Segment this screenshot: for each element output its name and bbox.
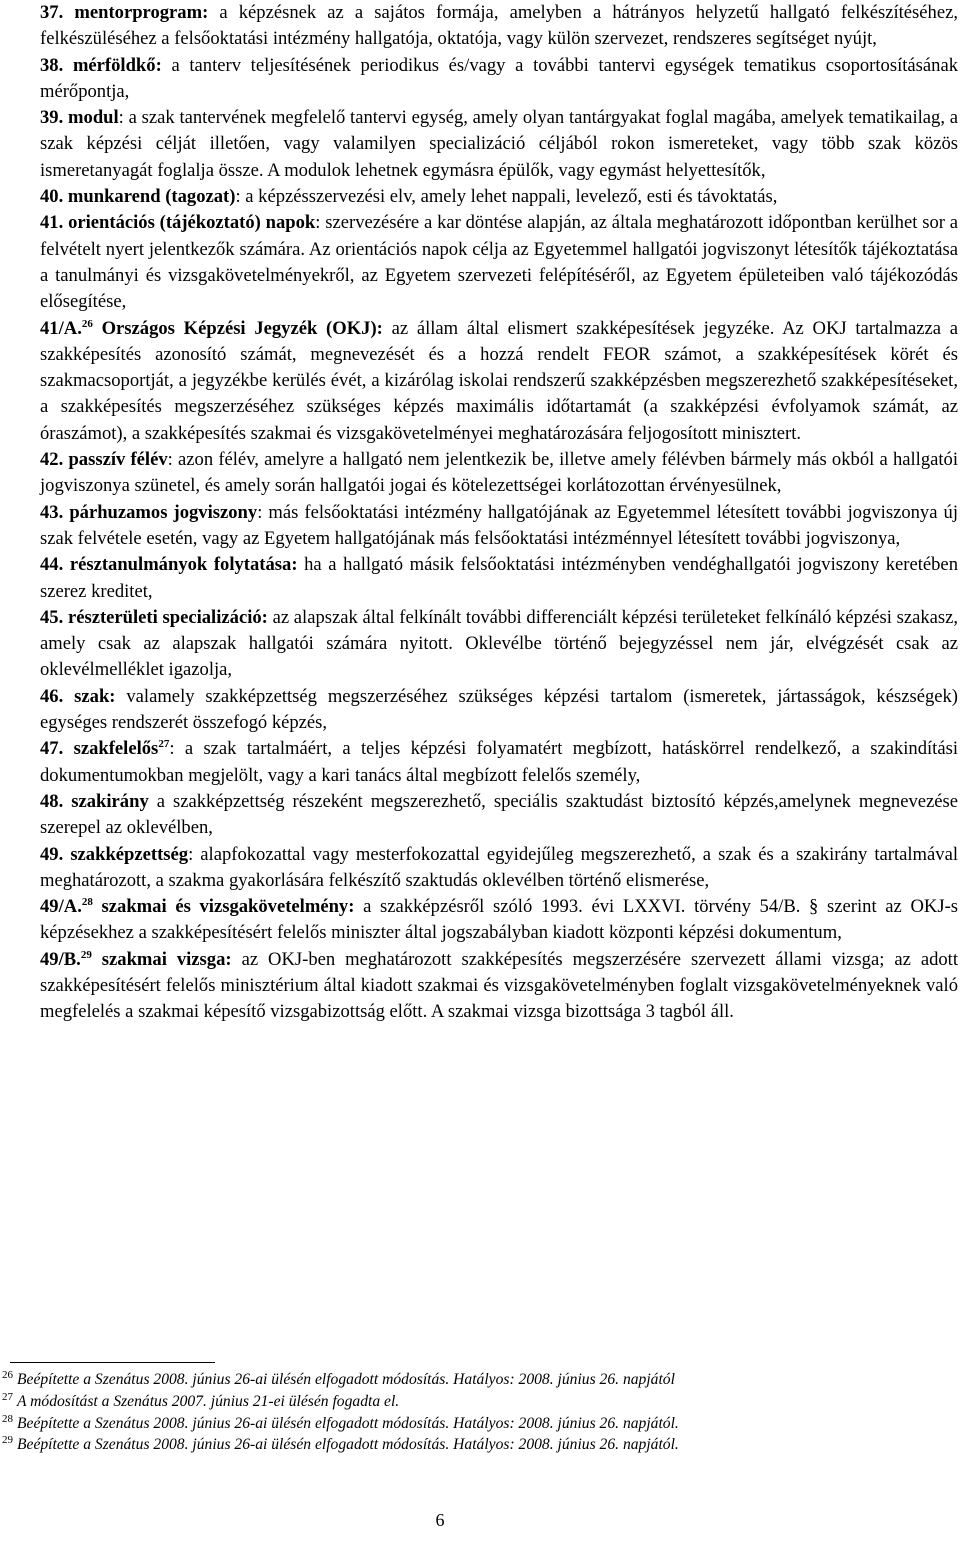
definition-entry — [40, 53, 958, 106]
definition-entry — [40, 184, 958, 210]
footnote-text: A módosítást a Szenátus 2007. június 21-ei ülésén fogadta el. — [17, 1392, 400, 1410]
footnote — [2, 1434, 958, 1456]
definition-list — [40, 0, 958, 1026]
entry-number: 40. — [40, 186, 64, 208]
entry-number: 43. — [40, 501, 64, 523]
entry-term: szak: — [74, 685, 116, 707]
definition-entry — [40, 736, 958, 789]
entry-text: ha a hallgató másik felsőoktatási intézményben vendéghallgatói jogviszony keretében szerez kreditet, — [40, 554, 958, 602]
footnote — [2, 1391, 958, 1413]
entry-text: : azon félév, amelyre a hallgató nem jelentkezik be, illetve amely félévben bármely más okból a hallgatói jogviszonya szünetel, és amely során hallgatói jogai és kötelezettségei korlátozottan érvényesülnek, — [40, 449, 958, 497]
entry-number: 44. — [40, 554, 64, 576]
entry-term: részterületi specializáció: — [67, 606, 268, 628]
footnote — [2, 1369, 958, 1391]
entry-text: a tanterv teljesítésének periodikus és/vagy a további tantervi egységek tematikus csoportosításának mérőpontja, — [40, 54, 958, 102]
footnote-number: 27 — [2, 1390, 13, 1403]
entry-term: mentorprogram: — [74, 2, 209, 23]
definition-entry — [40, 210, 958, 315]
footnote-text: Beépítette a Szenátus 2008. június 26-ai ülésén elfogadott módosítás. Hatályos: 2008. június 26. napjától. — [17, 1414, 679, 1432]
footnote-number: 28 — [2, 1412, 13, 1425]
entry-number: 38. — [40, 54, 64, 76]
entry-term: modul — [68, 107, 119, 129]
entry-number: 41. — [40, 212, 64, 234]
footnotes — [2, 1362, 958, 1456]
entry-number: 45. — [40, 606, 64, 628]
entry-text: az alapszak által felkínált további differenciált képzési területeket felkínáló képzési szakasz, amely csak az alapszak hallgatói számára nyitott. Oklevélbe történő bejegyzéssel nem jár, elvégzését csak az oklevélmelléklet igazolja, — [40, 606, 959, 681]
definition-entry — [40, 842, 958, 895]
entry-number: 42. — [40, 449, 64, 471]
definition-entry — [40, 947, 958, 1026]
definition-entry — [40, 447, 958, 500]
document-page — [2, 0, 959, 1454]
entry-term: szakmai és vizsgakövetelmény: — [101, 896, 355, 918]
footnote-text: Beépítette a Szenátus 2008. június 26-ai ülésén elfogadott módosítás. Hatályos: 2008. június 26. napjától — [17, 1371, 675, 1388]
entry-text: valamely szakképzettség megszerzéséhez szükséges képzési tartalom (ismeretek, jártasságok, készségek) egységes rendszerét összefogó képzés, — [40, 685, 958, 734]
entry-text: : a képzésszervezési elv, amely lehet nappali, levelező, esti és távoktatás, — [235, 186, 778, 208]
footnote — [2, 1413, 958, 1435]
entry-text: az állam által elismert szakképesítések jegyzéke. Az OKJ tartalmazza a szakképesítés azonosító számát, megnevezését és a hozzá rendelt FEOR számot, a szakképesítések körét és szakmacsoportját, a jegyzékbe kerülés évét, a kizárólag iskolai rendszerű szakképzésben megszerezhető szakképesítéseket, a szakképesítés megszerzéséhez szükséges képzés maximális időtartamát (a szakképzési évfolyamok számát, az óraszámot), a szakképesítés szakmai és vizsgakövetelményei meghatározására feljogosított minisztert. — [40, 317, 958, 444]
definition-entry — [40, 0, 958, 53]
entry-text: a képzésnek az a sajátos formája, amelyben a hátrányos helyzetű hallgató felkészítéséhez, felkészüléséhez a felsőoktatási intézmény hallgatója, oktatója, vagy külön szervezet, rendszeres segítséget nyújt, — [40, 2, 958, 50]
entry-text: a szakképzésről szóló 1993. évi LXXVI. törvény 54/B. § szerint az OKJ-s képzésekhez a szakképesítésért felelős miniszter által jogszabályban kiadott központi képzési dokumentum, — [40, 896, 959, 944]
entry-term: passzív félév — [68, 449, 168, 471]
entry-term: orientációs (tájékoztató) napok — [68, 212, 316, 234]
entry-text: az OKJ-ben meghatározott szakképesítés megszerzésére szervezett állami vizsga; az adott szakképesítésért felelős minisztérium által kiadott szakmai és vizsgakövetelményben foglalt vizsgakövetelményeknek való megfelelés a szakmai képesítő vizsgabizottság előtt. A szakmai vizsga bizottsága 3 tagból áll. — [40, 948, 958, 1023]
footnote-text: Beépítette a Szenátus 2008. június 26-ai ülésén elfogadott módosítás. Hatályos: 2008. június 26. napjától. — [17, 1436, 679, 1454]
definition-entry — [40, 105, 958, 184]
entry-text: : a szak tantervének megfelelő tantervi egység, amely olyan tantárgyakat foglal magába, amelyek tematikailag, a szak képzési célját illetően, vagy valamilyen specializáció céljából rokon ismereteket, vagy több szak közös ismeretanyagát foglalja össze. A modulok lehetnek egymásra épülők, vagy egymást helyettesítők, — [40, 107, 958, 181]
definition-entry — [40, 552, 958, 605]
entry-text: : a szak tartalmáért, a teljes képzési folyamatért megbízott, hatáskörrel rendelkező, a szakindítási dokumentumokban megjelölt, vagy a kari tanács által megbízott felelős személy, — [40, 738, 958, 786]
definition-entry — [40, 894, 958, 947]
entry-text: : alapfokozattal vagy mesterfokozattal egyidejűleg megszerezhető, a szak és a szakirány tartalmával meghatározott, a szakma gyakorlására felkészítő szaktudás oklevélben történő elismerése, — [40, 843, 958, 891]
entry-number: 37. — [40, 2, 64, 23]
entry-number: 48. — [40, 790, 64, 812]
definition-entry — [40, 684, 958, 737]
footnote-reference: 28 — [81, 896, 93, 909]
entry-number: 49. — [40, 843, 64, 865]
definition-entry — [40, 605, 958, 684]
definition-entry — [40, 500, 958, 553]
footnote-list — [2, 1369, 958, 1456]
entry-term: szakmai vizsga: — [101, 948, 232, 970]
entry-term: résztanulmányok folytatása: — [69, 554, 298, 576]
entry-term: szakképzettség — [70, 843, 189, 865]
footnote-number: 26 — [2, 1369, 13, 1381]
entry-text: : más felsőoktatási intézmény hallgatójának az Egyetemmel létesített további jogviszonya új szak felvétele esetén, vagy az Egyetem hallgatójának más felsőoktatási intézménnyel létesített további jogviszonya, — [40, 501, 958, 549]
entry-term: Országos Képzési Jegyzék (OKJ): — [101, 317, 383, 339]
entry-term: szakfelelős — [73, 738, 159, 760]
footnote-reference: 26 — [81, 317, 93, 330]
entry-text: a szakképzettség részeként megszerezhető, speciális szaktudást biztosító képzés,amelynek megnevezése szerepel az oklevélben, — [40, 790, 958, 839]
entry-number: 39. — [40, 107, 64, 129]
entry-term: munkarend (tagozat) — [67, 186, 236, 208]
entry-term: párhuzamos jogviszony — [69, 501, 258, 523]
entry-number: 46. — [40, 685, 64, 707]
footnote-number: 29 — [2, 1434, 13, 1447]
entry-text: : szervezésére a kar döntése alapján, az általa meghatározott időpontban kerülhet sor a felvételt nyert jelentkezők számára. Az orientációs napok célja az Egyetemmel hallgatói jogviszonyt létesítők tájékoztatása a tanulmányi és vizsgakövetelményekről, az Egyetem szervezeti felépítéséről, az Egyetem épületeiben való tájékozódás elősegítése, — [40, 212, 958, 313]
entry-number: 49/A. — [40, 896, 82, 918]
footnote-reference: 27 — [158, 738, 170, 751]
entry-term: szakirány — [71, 790, 149, 812]
entry-number: 41/A. — [40, 317, 82, 339]
entry-term: mérföldkő: — [72, 54, 162, 76]
footnote-separator — [10, 1362, 215, 1363]
footnote-reference: 29 — [80, 948, 92, 961]
entry-number: 47. — [40, 738, 64, 760]
page-number: 6 — [435, 1510, 445, 1530]
definition-entry — [40, 316, 958, 447]
entry-number: 49/B. — [40, 948, 81, 970]
definition-entry — [40, 789, 958, 842]
